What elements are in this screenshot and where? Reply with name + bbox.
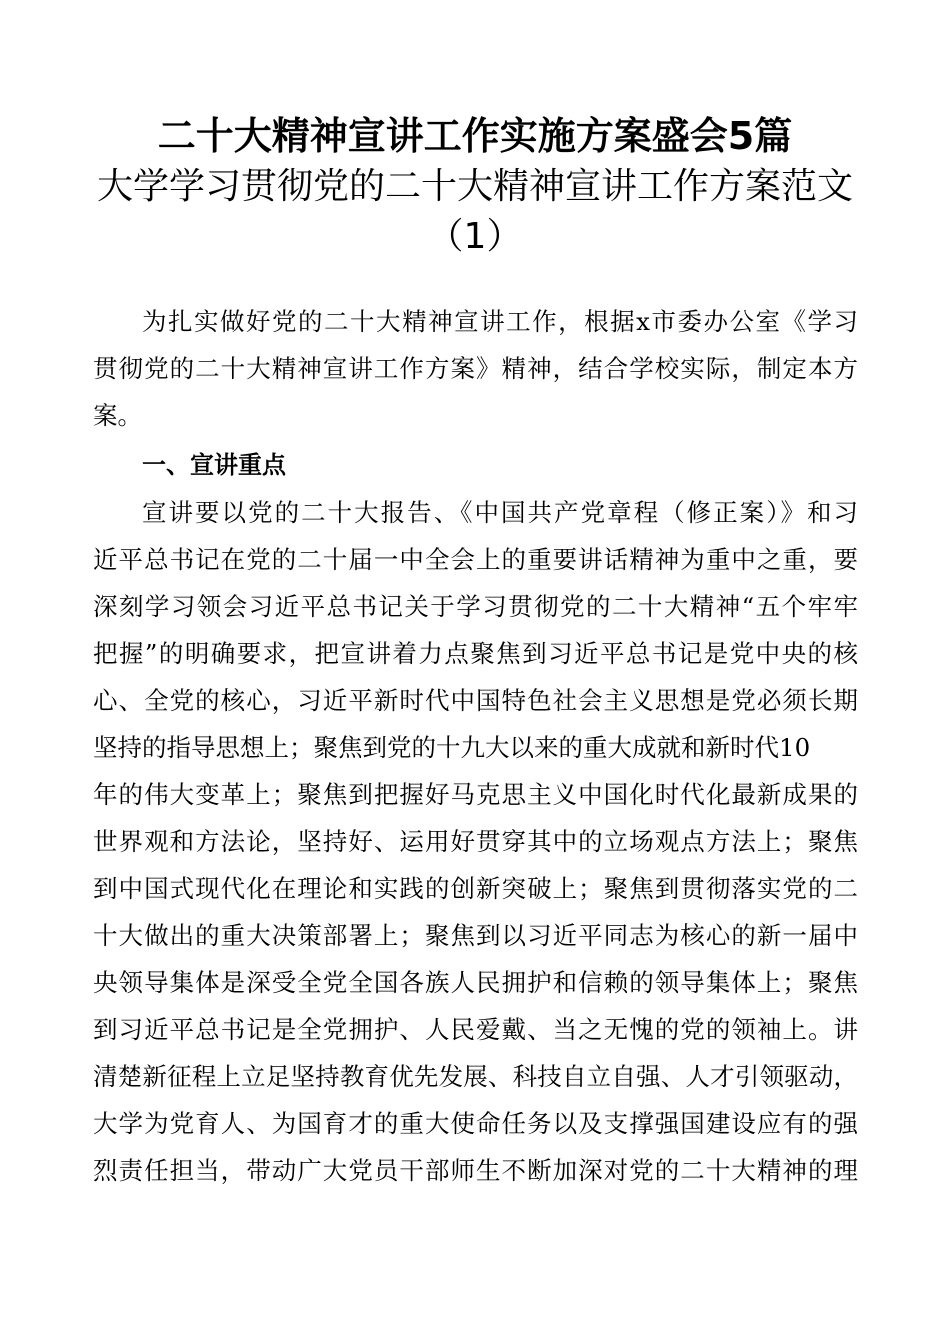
intro-paragraph	[93, 298, 858, 439]
paragraph-line: 把握”的明确要求，把宣讲着力点聚焦到习近平总书记是党中央的核	[93, 639, 858, 668]
paragraph-line: 近平总书记在党的二十届一中全会上的重要讲话精神为重中之重，要	[93, 545, 858, 574]
paragraph-line: 清楚新征程上立足坚持教育优先发展、科技自立自强、人才引领驱动，	[93, 1062, 858, 1091]
document-title: 二十大精神宣讲工作实施方案盛会5篇	[157, 114, 793, 158]
section-paragraph	[93, 489, 858, 1194]
document-subtitle	[95, 162, 855, 262]
paragraph-line: 世界观和方法论，坚持好、运用好贯穿其中的立场观点方法上；聚焦	[93, 827, 858, 856]
paragraph-line: 到中国式现代化在理论和实践的创新突破上；聚焦到贯彻落实党的二	[93, 874, 858, 903]
subtitle-line-2: （1）	[427, 216, 523, 257]
paragraph-line: 为扎实做好党的二十大精神宣讲工作，根据x市委办公室《学习	[142, 307, 858, 336]
paragraph-line: 宣讲要以党的二十大报告、《中国共产党章程（修正案）》和习	[142, 498, 858, 527]
paragraph-line: 贯彻党的二十大精神宣讲工作方案》精神，结合学校实际，制定本方	[93, 354, 858, 383]
paragraph-line: 深刻学习领会习近平总书记关于学习贯彻党的二十大精神“五个牢牢	[93, 592, 858, 621]
paragraph-line: 烈责任担当，带动广大党员干部师生不断加深对党的二十大精神的理	[93, 1156, 858, 1185]
paragraph-line: 案。	[93, 401, 142, 430]
paragraph-line: 心、全党的核心，习近平新时代中国特色社会主义思想是党必须长期	[93, 686, 858, 715]
paragraph-line: 年的伟大变革上；聚焦到把握好马克思主义中国化时代化最新成果的	[93, 780, 858, 809]
paragraph-line: 大学为党育人、为国育才的重大使命任务以及支撑强国建设应有的强	[93, 1109, 858, 1138]
section-heading: 一、宣讲重点	[142, 451, 286, 479]
paragraph-line: 到习近平总书记是全党拥护、人民爱戴、当之无愧的党的领袖上。讲	[93, 1015, 858, 1044]
subtitle-line-1: 大学学习贯彻党的二十大精神宣讲工作方案范文	[96, 166, 853, 207]
paragraph-line: 坚持的指导思想上；聚焦到党的十九大以来的重大成就和新时代10	[93, 733, 811, 762]
paragraph-line: 央领导集体是深受全党全国各族人民拥护和信赖的领导集体上；聚焦	[93, 968, 858, 997]
paragraph-line: 十大做出的重大决策部署上；聚焦到以习近平同志为核心的新一届中	[93, 921, 858, 950]
